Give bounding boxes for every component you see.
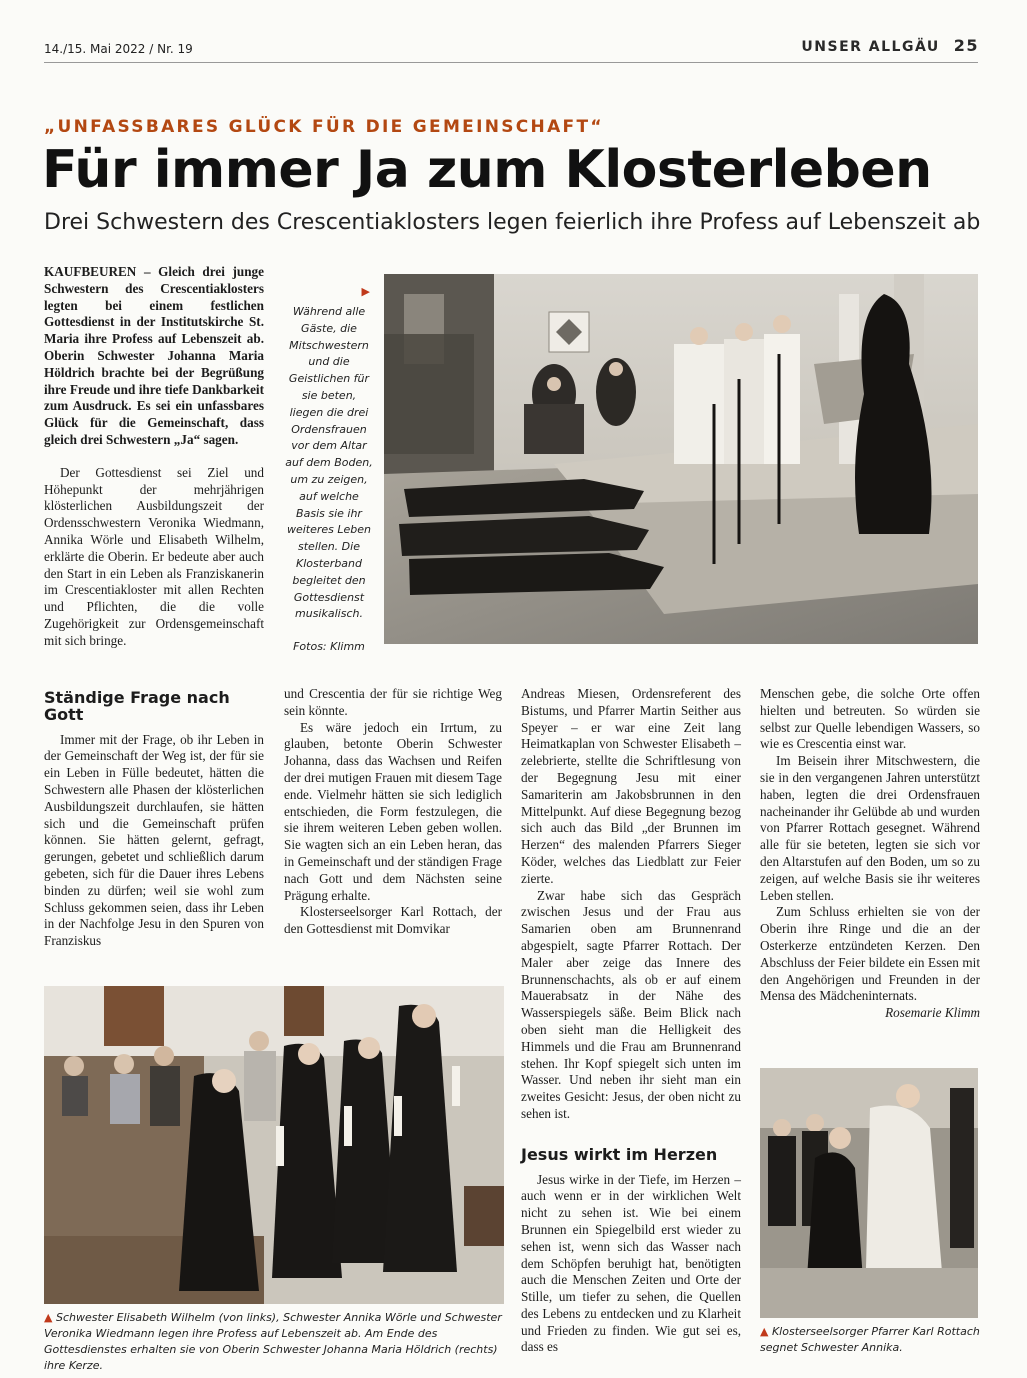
paragraph: Immer mit der Frage, ob ihr Leben in der Gemeinschaft der Weg ist, der für sie ein Leben in Fülle bedeutet, hätten die Schwestern alle Phasen der klösterlichen Ausbildungszeit durchlaufen, sie hätten sich und die Gemeinschaft prüfen können. Sie hätten gelernt, gefragt, gerungen, gebetet und schließlich darum gebeten, sich für die Dauer ihres Lebens binden zu dürfen; weil sie wohl zum Schluss gekommen seien, dass ihr Leben in der Nachfolge Jesu in den Spuren von Franziskus	[44, 731, 264, 949]
photo-credit: Fotos: Klimm	[293, 640, 365, 654]
triangle-icon: ▲	[760, 1325, 769, 1338]
paragraph: Zwar habe sich das Gespräch zwischen Jesus und der Frau aus Samarien oben am Brunnenrand abgespielt, sagte Pfarrer Rottach. Der Maler aber zeige das Innere des Brunnenschachts, als ob er auf einem Mauerabsatz in der Nähe des Wasserspiegels säße. Beim Blick nach oben sieht man die Helligkeit des Himmels und die Frau am Brunnenrand stehen. Ihr Kopf spiegelt sich unten im Wasser. Und neben ihr sieht man ein zweites Gesicht: Jesus, der oben nicht zu sehen ist.	[521, 887, 741, 1121]
header-rule	[44, 62, 978, 63]
paragraph: Der Gottesdienst sei Ziel und Höhepunkt der mehrjährigen klösterlichen Ausbildungszeit der Ordensschwestern Veronika Wiedmann, Annika Wörle und Elisabeth Wilhelm, erklärte die Oberin. Er bedeute aber auch den Start in ein Leben als Franziskanerin im Crescentiakloster mit allen Rechten und Pflichten, die die volle Zugehörigkeit zur Ordensgemeinschaft mit sich bringe.	[44, 464, 264, 648]
blessing-photo	[760, 1068, 978, 1318]
paragraph: Jesus wirke in der Tiefe, im Herzen – auch wenn er in der wirklichen Welt nicht zu sehen ist. Wie bei einem Brunnen ein Spiegelbild erst wieder zu sehen ist, wenn sich das Wasser nach dem Schöpfen beruhigt hat, benötigten auch die Menschen Zeiten und Orte der Stille, um tiefer zu sehen, die Quellen des Lebens zu entdecken und zu Klarheit und Frieden zu finden. Wie gut sei es, dass es	[521, 1171, 741, 1355]
subhead-jesus-in-heart: Jesus wirkt im Herzen	[521, 1144, 718, 1164]
author-byline: Rosemarie Klimm	[885, 1005, 980, 1021]
paragraph: Menschen gebe, die solche Orte offen hielten und betreuten. So würden sie selbst zur Quelle lebendigen Wassers, so wie es Crescentia einst war.	[760, 686, 980, 752]
paragraph: und Crescentia der für sie richtige Weg sein könnte.	[284, 686, 502, 718]
blessing-photo-caption: ▲ Klosterseelsorger Pfarrer Karl Rottach segnet Schwester Annika.	[760, 1325, 980, 1354]
headline: Für immer Ja zum Klosterleben	[42, 140, 932, 200]
article-column-1-top	[44, 264, 264, 650]
paragraph: Zum Schluss erhielten sie von der Oberin ihre Ringe und die an der Osterkerze entzündeten Kerzen. Den Abschluss der Feier bildete ein Essen mit den Angehörigen und Freunden in der Mensa des Mädcheninternats.	[760, 904, 980, 1004]
paragraph: Es wäre jedoch ein Irrtum, zu glauben, betonte Oberin Schwester Johanna, dass das Wachsen und Reifen der drei mutigen Frauen mit diesem Tage ende. Vielmehr hätten sie sich lediglich entschieden, die Form festzulegen, die sie ihrem weiteren Leben geben wollen. Sie wagten sich an ein Leben heran, das in Gemeinschaft und der ständigen Frage nach Gott und dem Nächsten seine Prägung erhalte.	[284, 719, 502, 903]
altar-prostration-photo	[384, 274, 978, 644]
top-photo-caption: ▶ Während alle Gäste, die Mitschwestern und die Geistlichen für sie beten, liegen die drei Ordensfrauen vor dem Altar auf dem Boden, um zu zeigen, auf welche Basis sie ihr weiteres Leben stellen. Die Klosterband begleitet den Gottesdienst musikalisch. Fotos: Klimm	[284, 282, 374, 656]
article-column-4	[760, 686, 980, 1022]
section-name: UNSER ALLGÄU	[801, 39, 940, 55]
paragraph: Andreas Miesen, Ordensreferent des Bistums, und Pfarrer Martin Seither aus Speyer – er war eine Zeit lang Heimatkaplan von Schwester Elisabeth – zelebrierte, stellte die Schriftlesung von der Begegnung Jesu mit einer Samariterin am Jakobsbrunnen in den Mittelpunkt. Auf diese Begegnung bezog sich auch das Bild „der Brunnen im Herzen“ des malenden Pfarrers Sieger Köder, welches das Liedblatt zur Feier zierte.	[521, 686, 741, 886]
paragraph: Klosterseelsorger Karl Rottach, der den Gottesdienst mit Domvikar	[284, 904, 502, 937]
kicker: „UNFASSBARES GLÜCK FÜR DIE GEMEINSCHAFT“	[44, 117, 604, 137]
subhead-constant-question: Ständige Frage nach Gott	[44, 688, 230, 724]
triangle-icon: ▲	[44, 1311, 53, 1324]
section-header	[801, 36, 979, 55]
subheadline: Drei Schwestern des Crescentiaklosters legen feierlich ihre Profess auf Lebenszeit ab	[44, 210, 981, 235]
candle-group-photo	[44, 986, 504, 1304]
triangle-icon: ▶	[361, 286, 370, 298]
lead-paragraph: KAUFBEUREN – Gleich drei junge Schwestern des Crescentiaklosters legten bei einem festlichen Gottesdienst in der Institutskirche St. Maria ihre Profess auf Lebenszeit ab. Oberin Schwester Johanna Maria Höldrich brachte bei der Begrüßung ihre Freude und ihre tiefe Dankbarkeit zum Ausdruck. Es sei ein unfassbares Glück für die Gemeinschaft, dass gleich drei Schwestern „Ja“ sagen.	[44, 264, 264, 447]
article-column-1-mid	[44, 690, 264, 950]
article-column-2	[284, 686, 502, 938]
article-column-3	[521, 686, 741, 1356]
paragraph: Im Beisein ihrer Mitschwestern, die sie in den vergangenen Jahren unterstützt haben, legten die drei Ordensfrauen nacheinander ihr Gelübde ab und wurden von Pfarrer Rottach gesegnet. Während alle für sie beteten, legten sie sich vor den Altarstufen auf den Boden, um so zu zeigen, auf welche Basis sie ihr weiteres Leben stellen.	[760, 753, 980, 903]
date-issue: 14./15. Mai 2022 / Nr. 19	[44, 42, 193, 56]
page-number: 25	[953, 36, 979, 55]
group-photo-caption: ▲ Schwester Elisabeth Wilhelm (von links), Schwester Annika Wörle und Schwester Veronika Wiedmann legen ihre Profess auf Lebenszeit ab. Am Ende des Gottesdienstes erhalten sie von Oberin Schwester Johanna Maria Höldrich (rechts) ihre Kerze.	[44, 1311, 502, 1372]
